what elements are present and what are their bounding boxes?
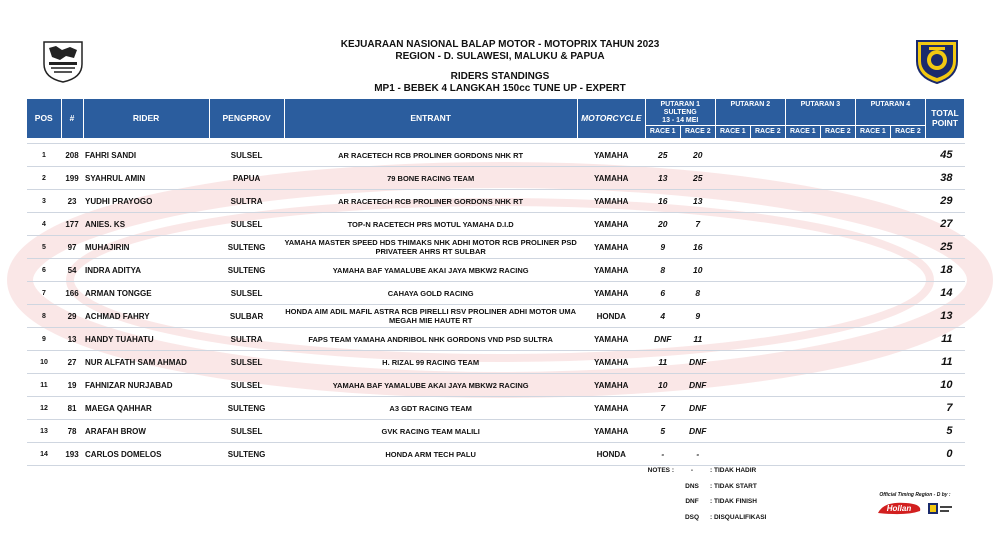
row-p2-race2 (750, 213, 785, 236)
row-pengprov: SULBAR (209, 305, 284, 328)
row-motorcycle: YAMAHA (577, 167, 645, 190)
row-pengprov: SULTENG (209, 259, 284, 282)
table-row (27, 167, 965, 190)
row-pengprov: SULSEL (209, 374, 284, 397)
row-motorcycle: HONDA (577, 305, 645, 328)
row-number: 19 (61, 374, 83, 397)
row-total-points: 25 (925, 236, 964, 259)
row-rider: ACHMAD FAHRY (83, 305, 209, 328)
col-entrant: ENTRANT (284, 99, 577, 138)
row-p1-race2: 20 (680, 144, 715, 167)
row-number: 166 (61, 282, 83, 305)
row-p4-race2 (890, 305, 925, 328)
row-number: 193 (61, 443, 83, 466)
row-pengprov: SULSEL (209, 213, 284, 236)
row-motorcycle: YAMAHA (577, 236, 645, 259)
row-p3-race2 (820, 374, 855, 397)
row-rider: CARLOS DOMELOS (83, 443, 209, 466)
table-row (27, 328, 965, 351)
row-entrant: GVK RACING TEAM MALILI (284, 420, 577, 443)
row-motorcycle: YAMAHA (577, 374, 645, 397)
table-row (27, 259, 965, 282)
timing-brand-text: Hollan (886, 504, 912, 513)
row-p1-race1: 8 (645, 259, 680, 282)
table-row (27, 305, 965, 328)
table-row (27, 420, 965, 443)
row-p1-race2: DNF (680, 397, 715, 420)
row-motorcycle: YAMAHA (577, 420, 645, 443)
row-p4-race1 (855, 351, 890, 374)
col-p2-race1: RACE 1 (715, 126, 750, 138)
row-p2-race2 (750, 420, 785, 443)
row-p2-race1 (715, 397, 750, 420)
putaran-1-location: SULTENG (663, 109, 697, 116)
row-total-points: 29 (925, 190, 964, 213)
row-p4-race1 (855, 282, 890, 305)
row-p4-race1 (855, 397, 890, 420)
row-p4-race1 (855, 443, 890, 466)
row-pos: 13 (27, 420, 61, 443)
row-pos: 14 (27, 443, 61, 466)
row-p4-race1 (855, 190, 890, 213)
header-titles (250, 39, 750, 95)
row-p1-race1: 16 (645, 190, 680, 213)
row-p3-race2 (820, 420, 855, 443)
row-number: 199 (61, 167, 83, 190)
row-number: 177 (61, 213, 83, 236)
notes-desc: : TIDAK START (710, 482, 757, 490)
row-p1-race2: 25 (680, 167, 715, 190)
row-p2-race2 (750, 305, 785, 328)
row-number: 23 (61, 190, 83, 213)
row-total-points: 11 (925, 328, 964, 351)
row-rider: YUDHI PRAYOGO (83, 190, 209, 213)
col-total: TOTAL POINT (925, 99, 964, 138)
row-pengprov: SULTENG (209, 236, 284, 259)
table-row (27, 351, 965, 374)
row-p3-race1 (785, 420, 820, 443)
row-p2-race2 (750, 374, 785, 397)
row-rider: ARAFAH BROW (83, 420, 209, 443)
col-p3-race1: RACE 1 (785, 126, 820, 138)
row-total-points: 27 (925, 213, 964, 236)
row-rider: FAHRI SANDI (83, 144, 209, 167)
row-motorcycle: YAMAHA (577, 397, 645, 420)
row-entrant: TOP-N RACETECH PRS MOTUL YAMAHA D.I.D (284, 213, 577, 236)
notes-legend (636, 463, 800, 525)
timing-credit: Official Timing Region - D by : (879, 492, 951, 498)
row-rider: MAEGA QAHHAR (83, 397, 209, 420)
row-p2-race1 (715, 213, 750, 236)
row-pengprov: SULSEL (209, 282, 284, 305)
row-p1-race2: 16 (680, 236, 715, 259)
row-p2-race1 (715, 259, 750, 282)
standings-body (27, 138, 965, 466)
row-p3-race1 (785, 167, 820, 190)
row-p2-race2 (750, 397, 785, 420)
notes-desc: : DISQUALIFIKASI (710, 513, 767, 521)
row-p4-race2 (890, 259, 925, 282)
table-row (27, 443, 965, 466)
row-entrant: YAMAHA MASTER SPEED HDS THIMAKS NHK ADHI MOTOR RCB PROLINER PSD PRIVATEER AHRS RT SULBAR (284, 236, 577, 259)
row-p3-race2 (820, 328, 855, 351)
row-p3-race1 (785, 305, 820, 328)
row-p2-race1 (715, 190, 750, 213)
table-row (27, 397, 965, 420)
row-total-points: 5 (925, 420, 964, 443)
row-p1-race1: 11 (645, 351, 680, 374)
row-pos: 4 (27, 213, 61, 236)
row-p3-race2 (820, 282, 855, 305)
notes-code: DNF (685, 498, 699, 505)
row-p3-race2 (820, 351, 855, 374)
row-p1-race1: 4 (645, 305, 680, 328)
putaran-1-label: PUTARAN 1 (660, 101, 701, 108)
region-title: REGION - D. SULAWESI, MALUKU & PAPUA (395, 51, 605, 62)
row-rider: HANDY TUAHATU (83, 328, 209, 351)
row-pos: 2 (27, 167, 61, 190)
row-p4-race1 (855, 236, 890, 259)
table-row (27, 282, 965, 305)
row-p3-race1 (785, 190, 820, 213)
row-p2-race1 (715, 282, 750, 305)
row-p2-race1 (715, 328, 750, 351)
row-motorcycle: YAMAHA (577, 328, 645, 351)
row-motorcycle: YAMAHA (577, 351, 645, 374)
row-p1-race1: 13 (645, 167, 680, 190)
row-pos: 10 (27, 351, 61, 374)
notes-row (636, 463, 800, 479)
row-p4-race2 (890, 374, 925, 397)
row-p3-race1 (785, 259, 820, 282)
row-total-points: 10 (925, 374, 964, 397)
col-num: # (61, 99, 83, 138)
row-p4-race1 (855, 374, 890, 397)
row-p3-race1 (785, 328, 820, 351)
col-p1-race2: RACE 2 (680, 126, 715, 138)
row-total-points: 13 (925, 305, 964, 328)
row-pengprov: SULTENG (209, 443, 284, 466)
championship-title: KEJUARAAN NASIONAL BALAP MOTOR - MOTOPRIX TAHUN 2023 (340, 39, 660, 50)
row-p4-race2 (890, 282, 925, 305)
table-row (27, 213, 965, 236)
col-p4-race1: RACE 1 (855, 126, 890, 138)
putaran-1-date: 13 - 14 MEI (662, 117, 699, 124)
row-entrant: H. RIZAL 99 RACING TEAM (284, 351, 577, 374)
row-entrant: HONDA AIM ADIL MAFIL ASTRA RCB PIRELLI RSV PROLINER ADHI MOTOR UMA MEGAH MIE HAUTE RT (284, 305, 577, 328)
table-row (27, 144, 965, 167)
row-p1-race1: 9 (645, 236, 680, 259)
row-p3-race1 (785, 282, 820, 305)
row-p3-race1 (785, 144, 820, 167)
notes-row (636, 510, 800, 526)
row-p1-race2: 13 (680, 190, 715, 213)
row-p2-race1 (715, 351, 750, 374)
row-p2-race2 (750, 167, 785, 190)
row-p3-race1 (785, 397, 820, 420)
row-p3-race2 (820, 397, 855, 420)
row-entrant: HONDA ARM TECH PALU (284, 443, 577, 466)
row-p3-race1 (785, 351, 820, 374)
row-p2-race2 (750, 190, 785, 213)
row-motorcycle: YAMAHA (577, 259, 645, 282)
row-number: 78 (61, 420, 83, 443)
row-p4-race1 (855, 144, 890, 167)
row-pengprov: SULSEL (209, 351, 284, 374)
row-p4-race2 (890, 443, 925, 466)
row-p3-race1 (785, 236, 820, 259)
notes-code: DSQ (684, 513, 700, 521)
notes-code: DNS (685, 482, 699, 490)
row-p3-race2 (820, 144, 855, 167)
row-p4-race2 (890, 213, 925, 236)
row-motorcycle: YAMAHA (577, 144, 645, 167)
row-pos: 6 (27, 259, 61, 282)
col-p4-race2: RACE 2 (890, 126, 925, 138)
row-p4-race1 (855, 420, 890, 443)
row-p1-race2: 10 (680, 259, 715, 282)
row-pengprov: SULTENG (209, 397, 284, 420)
table-row (27, 190, 965, 213)
col-putaran-3: PUTARAN 3 (785, 99, 855, 126)
row-number: 13 (61, 328, 83, 351)
row-p1-race2: DNF (680, 420, 715, 443)
col-pengprov: PENGPROV (209, 99, 284, 138)
notes-row (636, 494, 800, 510)
row-p4-race2 (890, 236, 925, 259)
notes-desc: : TIDAK HADIR (710, 467, 757, 474)
row-p3-race2 (820, 305, 855, 328)
row-p2-race2 (750, 351, 785, 374)
table-row (27, 374, 965, 397)
col-rider: RIDER (83, 99, 209, 138)
col-p1-race1: RACE 1 (645, 126, 680, 138)
row-p1-race1: 10 (645, 374, 680, 397)
row-pos: 8 (27, 305, 61, 328)
row-motorcycle: HONDA (577, 443, 645, 466)
kejurnas-logo (40, 38, 86, 84)
notes-row (636, 479, 800, 495)
col-p2-race2: RACE 2 (750, 126, 785, 138)
notes-label: NOTES : (647, 467, 674, 474)
row-pos: 5 (27, 236, 61, 259)
row-p3-race2 (820, 236, 855, 259)
row-p3-race1 (785, 213, 820, 236)
row-p4-race1 (855, 305, 890, 328)
header-row (27, 99, 965, 126)
row-p2-race1 (715, 236, 750, 259)
row-p2-race1 (715, 144, 750, 167)
row-p1-race2: 11 (680, 328, 715, 351)
row-p2-race1 (715, 305, 750, 328)
col-pos: POS (27, 99, 61, 138)
row-pos: 1 (27, 144, 61, 167)
row-p3-race2 (820, 167, 855, 190)
row-pengprov: SULTRA (209, 328, 284, 351)
row-p1-race1: DNF (645, 328, 680, 351)
row-total-points: 14 (925, 282, 964, 305)
timing-sponsor-logos (876, 499, 956, 517)
row-rider: SYAHRUL AMIN (83, 167, 209, 190)
row-p3-race2 (820, 259, 855, 282)
row-entrant: YAMAHA BAF YAMALUBE AKAI JAYA MBKW2 RACING (284, 374, 577, 397)
row-p1-race1: 6 (645, 282, 680, 305)
row-motorcycle: YAMAHA (577, 213, 645, 236)
row-pos: 7 (27, 282, 61, 305)
imi-logo (913, 37, 961, 85)
row-p1-race2: 9 (680, 305, 715, 328)
row-entrant: YAMAHA BAF YAMALUBE AKAI JAYA MBKW2 RACING (284, 259, 577, 282)
row-p2-race2 (750, 259, 785, 282)
row-p4-race2 (890, 351, 925, 374)
row-number: 29 (61, 305, 83, 328)
row-p1-race2: DNF (680, 351, 715, 374)
row-p2-race1 (715, 420, 750, 443)
table-row (27, 236, 965, 259)
row-p4-race2 (890, 167, 925, 190)
row-p4-race1 (855, 167, 890, 190)
notes-code: - (690, 467, 694, 474)
col-putaran-1 (645, 99, 715, 126)
col-putaran-2: PUTARAN 2 (715, 99, 785, 126)
row-p4-race2 (890, 397, 925, 420)
row-p1-race1: 20 (645, 213, 680, 236)
row-p3-race2 (820, 443, 855, 466)
row-pos: 3 (27, 190, 61, 213)
row-rider: FAHNIZAR NURJABAD (83, 374, 209, 397)
row-p3-race1 (785, 374, 820, 397)
row-p2-race1 (715, 374, 750, 397)
row-p2-race2 (750, 282, 785, 305)
row-p1-race2: DNF (680, 374, 715, 397)
col-putaran-4: PUTARAN 4 (855, 99, 925, 126)
row-rider: INDRA ADITYA (83, 259, 209, 282)
row-p1-race2: 7 (680, 213, 715, 236)
standings-table (27, 99, 965, 466)
row-number: 208 (61, 144, 83, 167)
row-rider: ANIES. KS (83, 213, 209, 236)
row-p4-race2 (890, 144, 925, 167)
row-entrant: A3 GDT RACING TEAM (284, 397, 577, 420)
standings-title: RIDERS STANDINGS (450, 71, 550, 82)
row-motorcycle: YAMAHA (577, 190, 645, 213)
row-p3-race2 (820, 213, 855, 236)
row-entrant: 79 BONE RACING TEAM (284, 167, 577, 190)
row-p1-race2: - (680, 443, 715, 466)
row-total-points: 11 (925, 351, 964, 374)
row-p2-race2 (750, 144, 785, 167)
row-number: 97 (61, 236, 83, 259)
row-p1-race1: 5 (645, 420, 680, 443)
row-number: 54 (61, 259, 83, 282)
class-title: MP1 - BEBEK 4 LANGKAH 150cc TUNE UP - EXPERT (374, 83, 626, 94)
row-pengprov: SULTRA (209, 190, 284, 213)
row-number: 81 (61, 397, 83, 420)
col-motorcycle: MOTORCYCLE (577, 99, 645, 138)
row-total-points: 38 (925, 167, 964, 190)
row-rider: MUHAJIRIN (83, 236, 209, 259)
row-total-points: 7 (925, 397, 964, 420)
row-p2-race1 (715, 167, 750, 190)
row-number: 27 (61, 351, 83, 374)
row-p4-race2 (890, 420, 925, 443)
row-rider: NUR ALFATH SAM AHMAD (83, 351, 209, 374)
row-pengprov: SULSEL (209, 420, 284, 443)
row-p4-race2 (890, 190, 925, 213)
row-pos: 12 (27, 397, 61, 420)
col-p3-race2: RACE 2 (820, 126, 855, 138)
row-pengprov: PAPUA (209, 167, 284, 190)
row-total-points: 45 (925, 144, 964, 167)
row-entrant: CAHAYA GOLD RACING (284, 282, 577, 305)
row-entrant: AR RACETECH RCB PROLINER GORDONS NHK RT (284, 190, 577, 213)
row-pos: 11 (27, 374, 61, 397)
row-p1-race1: 25 (645, 144, 680, 167)
row-pos: 9 (27, 328, 61, 351)
row-p4-race1 (855, 328, 890, 351)
row-rider: ARMAN TONGGE (83, 282, 209, 305)
row-p1-race1: 7 (645, 397, 680, 420)
row-p3-race2 (820, 190, 855, 213)
row-p4-race2 (890, 328, 925, 351)
row-motorcycle: YAMAHA (577, 282, 645, 305)
notes-desc: : TIDAK FINISH (710, 498, 757, 505)
row-pengprov: SULSEL (209, 144, 284, 167)
row-p4-race1 (855, 213, 890, 236)
row-p1-race1: - (645, 443, 680, 466)
row-p4-race1 (855, 259, 890, 282)
row-p2-race2 (750, 236, 785, 259)
row-entrant: FAPS TEAM YAMAHA ANDRIBOL NHK GORDONS VND PSD SULTRA (284, 328, 577, 351)
row-total-points: 18 (925, 259, 964, 282)
row-p2-race2 (750, 328, 785, 351)
row-total-points: 0 (925, 443, 964, 466)
row-entrant: AR RACETECH RCB PROLINER GORDONS NHK RT (284, 144, 577, 167)
row-p1-race2: 8 (680, 282, 715, 305)
